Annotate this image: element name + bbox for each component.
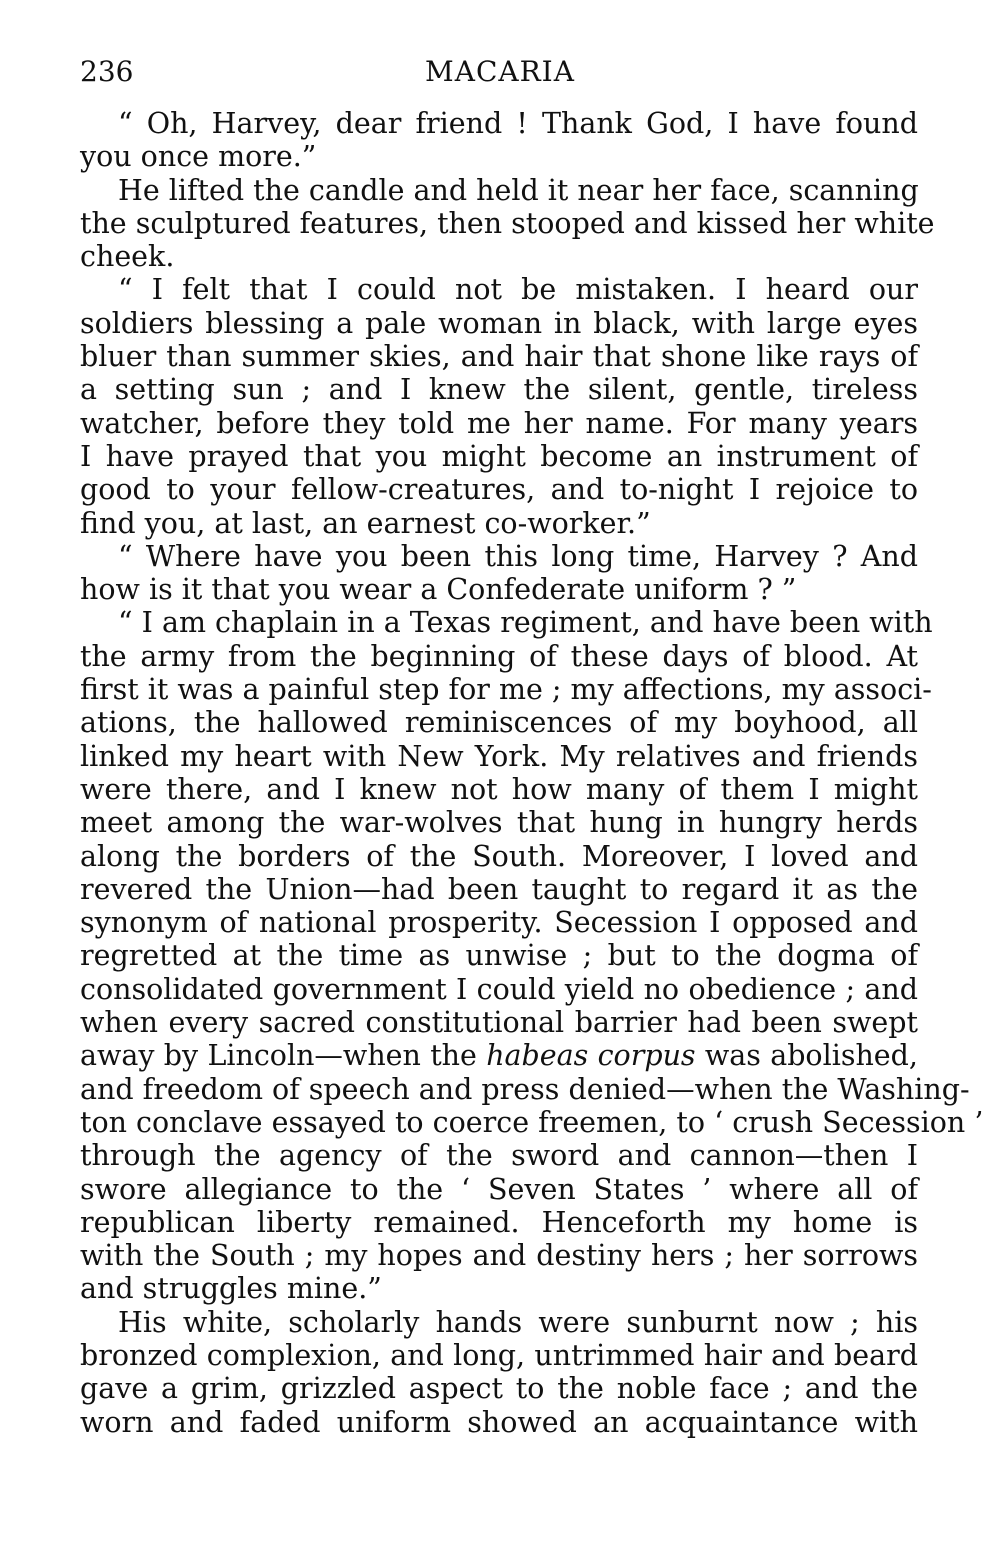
text-line: first it was a painful step for me ; my affections, my associ- [80,673,932,707]
text-line: how is it that you wear a Confederate uniform ? ” [80,573,797,607]
text-line: cheek. [80,240,175,274]
text-line: you once more.” [80,140,317,174]
text-line: a setting sun ; and I knew the silent, gentle, tireless [80,373,918,407]
text-line: I have prayed that you might become an instrument of [80,439,918,473]
text-line: watcher, before they told me her name. For many years [80,406,918,440]
text-line: regretted at the time as unwise ; but to the dogma of [80,939,918,973]
text-line: consolidated government I could yield no obedience ; and [80,972,918,1006]
text-line: meet among the war-wolves that hung in hungry herds [80,806,918,840]
text-line: “ Oh, Harvey, dear friend ! Thank God, I have found [118,107,918,140]
body-text [80,107,984,1439]
text-line: when every sacred constitutional barrier had been swept [80,1006,918,1040]
text-segment: away by Lincoln—when the [80,1039,477,1073]
italic-phrase: habeas corpus [486,1039,696,1073]
book-title: MACARIA [425,55,575,88]
text-line: soldiers blessing a pale woman in black, with large eyes [80,306,918,340]
text-line: “ I am chaplain in a Texas regiment, and have been with [118,606,933,640]
text-line: and struggles mine.” [80,1272,382,1306]
text-line: through the agency of the sword and cannon—then I [80,1139,918,1173]
text-line: He lifted the candle and held it near her face, scanning [118,173,919,207]
text-line: His white, scholarly hands were sunburnt now ; his [118,1305,918,1339]
text-line: along the borders of the South. Moreover, I loved and [80,839,918,873]
text-line: bronzed complexion, and long, untrimmed hair and beard [80,1338,918,1372]
text-line-habeas [80,1039,918,1072]
text-line: “ I felt that I could not be mistaken. I heard our [118,273,918,307]
text-line: “ Where have you been this long time, Harvey ? And [118,539,918,573]
text-line: synonym of national prosperity. Secession I opposed and [80,906,918,940]
text-line: gave a grim, grizzled aspect to the noble face ; and the [80,1372,918,1406]
text-line: the army from the beginning of these days of blood. At [80,639,918,673]
text-segment: was abolished, [704,1039,918,1073]
page-number: 236 [80,55,134,88]
text-line: and freedom of speech and press denied—when the Washing- [80,1072,970,1106]
text-line: ton conclave essayed to coerce freemen, to ‘ crush Secession ’ [80,1105,984,1139]
text-line: bluer than summer skies, and hair that shone like rays of [80,340,918,374]
text-line: with the South ; my hopes and destiny hers ; her sorrows [80,1239,918,1273]
text-line: ations, the hallowed reminiscences of my boyhood, all [80,706,918,740]
text-line: republican liberty remained. Henceforth my home is [80,1205,918,1239]
running-head [80,52,920,92]
text-line: find you, at last, an earnest co-worker.” [80,506,651,540]
text-line: revered the Union—had been taught to regard it as the [80,872,918,906]
text-line: good to your fellow-creatures, and to-night I rejoice to [80,473,918,507]
text-line: the sculptured features, then stooped and kissed her white [80,206,935,240]
text-line: linked my heart with New York. My relatives and friends [80,739,918,773]
text-line: were there, and I knew not how many of them I might [80,772,918,806]
text-line: swore allegiance to the ‘ Seven States ’ where all of [80,1172,918,1206]
text-line: worn and faded uniform showed an acquaintance with [80,1405,918,1439]
